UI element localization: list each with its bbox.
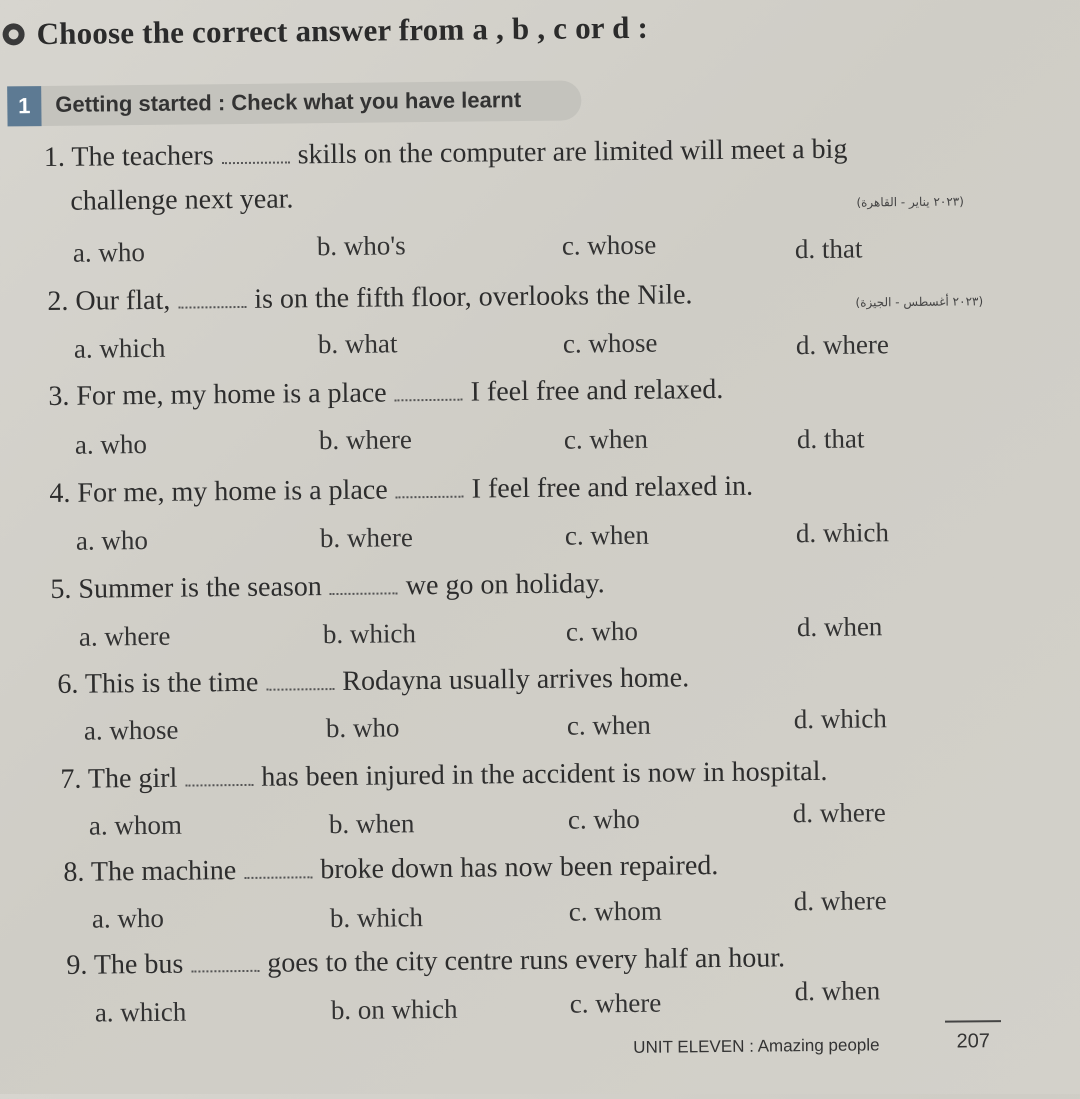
option-b: b. who <box>325 712 400 744</box>
question-source: (٢٠٢٣ يناير - القاهرة) <box>856 194 964 210</box>
option-a: a. whom <box>88 809 183 841</box>
option-d: d. which <box>793 703 887 735</box>
question-text-after: we go on holiday. <box>405 568 605 602</box>
answer-blank <box>178 306 246 309</box>
question-1-line2: challenge next year. <box>70 183 294 217</box>
option-c: c. when <box>564 519 650 551</box>
question-4 <box>49 471 753 510</box>
question-text-after: I feel free and relaxed in. <box>471 470 754 505</box>
option-c: c. whose <box>562 327 658 359</box>
option-b: b. on which <box>330 993 458 1026</box>
question-text-after: has been injured in the accident is now in hospital. <box>261 755 828 793</box>
section-title: Getting started : Check what you have learnt <box>55 87 522 117</box>
option-b: b. where <box>319 522 414 554</box>
answer-blank <box>395 399 463 402</box>
option-a: a. who <box>74 428 148 460</box>
question-text-after: skills on the computer are limited will meet a big <box>297 133 848 171</box>
question-text-before: 7. The girl <box>60 762 178 795</box>
unit-footer: UNIT ELEVEN : Amazing people <box>633 1035 880 1057</box>
answer-blank <box>191 970 259 973</box>
question-9 <box>66 942 785 982</box>
answer-blank <box>330 592 398 595</box>
option-c: c. when <box>566 709 651 741</box>
option-d: d. that <box>794 233 863 265</box>
question-2 <box>47 279 692 318</box>
answer-blank <box>244 876 312 879</box>
option-b: b. when <box>328 808 415 840</box>
option-c: c. who <box>565 615 639 647</box>
question-6 <box>57 662 689 701</box>
question-text-before: 1. The teachers <box>43 140 214 174</box>
option-b: b. which <box>322 618 417 650</box>
option-d: d. which <box>795 517 890 549</box>
option-b: b. which <box>329 902 424 934</box>
option-c: c. when <box>563 423 649 455</box>
option-d: d. that <box>796 423 865 455</box>
section-number: 1 <box>7 86 41 126</box>
question-7 <box>60 756 827 796</box>
answer-blank <box>222 161 290 164</box>
option-a: a. where <box>78 620 171 652</box>
option-c: c. whom <box>568 895 662 927</box>
instruction-text: Choose the correct answer from a , b , c or d : <box>36 9 649 52</box>
option-b: b. where <box>318 424 412 456</box>
question-text-before: 2. Our flat, <box>47 284 171 318</box>
option-d: d. when <box>794 975 881 1007</box>
question-1 <box>44 134 848 174</box>
page-number: 207 <box>945 1020 1001 1054</box>
option-b: b. who's <box>316 230 406 262</box>
answer-blank <box>396 496 464 499</box>
option-d: d. when <box>796 611 883 643</box>
question-5 <box>50 568 605 606</box>
question-text-before: 3. For me, my home is a place <box>48 377 387 413</box>
question-text-before: 9. The bus <box>66 948 184 981</box>
instruction-heading <box>2 10 648 53</box>
question-text-after: goes to the city centre runs every half an hour. <box>267 942 786 979</box>
option-c: c. who <box>567 803 640 835</box>
option-a: a. which <box>94 996 187 1028</box>
question-text-after: Rodayna usually arrives home. <box>342 662 690 697</box>
option-c: c. where <box>569 987 662 1019</box>
option-d: d. where <box>792 797 886 829</box>
option-a: a. who <box>91 902 165 934</box>
question-3 <box>48 374 723 413</box>
question-text-after: I feel free and relaxed. <box>470 373 724 408</box>
section-header <box>7 80 581 126</box>
option-a: a. who <box>72 236 146 268</box>
question-text-before: 6. This is the time <box>57 666 259 700</box>
question-text-before: 8. The machine <box>63 855 237 888</box>
question-text-after: broke down has now been repaired. <box>320 850 719 886</box>
question-8 <box>63 850 718 889</box>
question-text-before: 5. Summer is the season <box>50 571 322 605</box>
option-a: a. who <box>75 524 149 556</box>
option-b: b. what <box>317 328 398 360</box>
question-text-after: is on the fifth floor, overlooks the Nile. <box>254 279 693 315</box>
question-source: (٢٠٢٣ أغسطس - الجيزة) <box>855 294 984 310</box>
answer-blank <box>266 688 334 691</box>
question-text-before: 4. For me, my home is a place <box>49 474 388 510</box>
answer-blank <box>185 784 253 787</box>
option-a: a. which <box>73 332 166 364</box>
option-a: a. whose <box>83 714 179 746</box>
bullet-icon <box>2 23 24 45</box>
option-d: d. where <box>793 885 887 917</box>
option-c: c. whose <box>561 229 657 261</box>
option-d: d. where <box>795 329 890 361</box>
